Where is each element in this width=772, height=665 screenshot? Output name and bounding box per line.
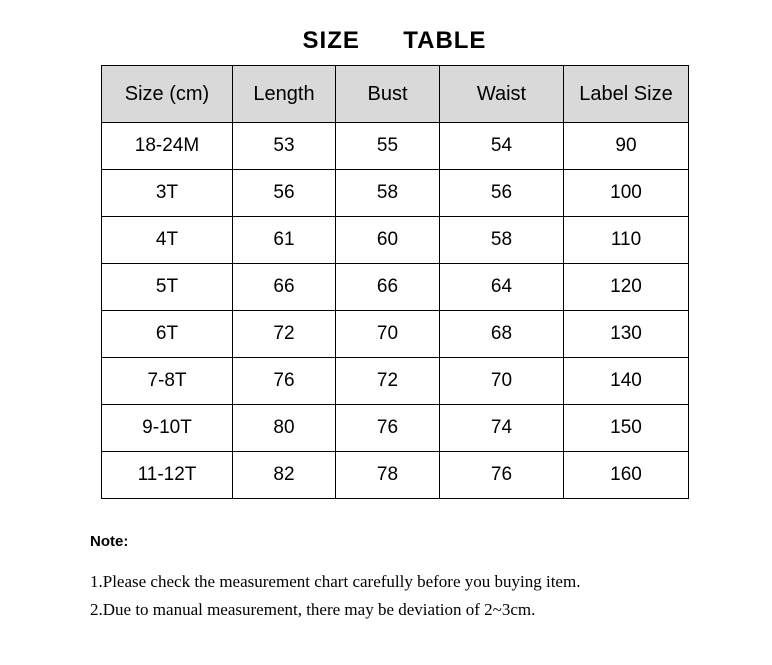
- cell-label-size: 100: [564, 170, 689, 217]
- cell-bust: 70: [336, 311, 440, 358]
- cell-bust: 66: [336, 264, 440, 311]
- cell-length: 53: [233, 123, 336, 170]
- cell-waist: 68: [440, 311, 564, 358]
- table-row: [102, 358, 689, 405]
- cell-label-size: 110: [564, 217, 689, 264]
- cell-size: 3T: [102, 170, 233, 217]
- cell-size: 5T: [102, 264, 233, 311]
- size-table: [101, 65, 689, 499]
- table-row: [102, 123, 689, 170]
- cell-length: 56: [233, 170, 336, 217]
- cell-bust: 60: [336, 217, 440, 264]
- cell-label-size: 150: [564, 405, 689, 452]
- cell-waist: 76: [440, 452, 564, 499]
- header-length: Length: [233, 66, 336, 123]
- table-row: [102, 311, 689, 358]
- table-row: [102, 264, 689, 311]
- cell-bust: 58: [336, 170, 440, 217]
- table-header-row: [102, 66, 689, 123]
- cell-bust: 72: [336, 358, 440, 405]
- cell-waist: 54: [440, 123, 564, 170]
- cell-label-size: 140: [564, 358, 689, 405]
- cell-size: 18-24M: [102, 123, 233, 170]
- table-row: [102, 170, 689, 217]
- note-line-2: 2.Due to manual measurement, there may be deviation of 2~3cm.: [90, 600, 536, 619]
- cell-length: 80: [233, 405, 336, 452]
- note-heading: Note:: [90, 533, 129, 550]
- cell-size: 7-8T: [102, 358, 233, 405]
- cell-size: 9-10T: [102, 405, 233, 452]
- cell-label-size: 160: [564, 452, 689, 499]
- header-size: Size (cm): [102, 66, 233, 123]
- cell-waist: 58: [440, 217, 564, 264]
- cell-bust: 78: [336, 452, 440, 499]
- cell-length: 72: [233, 311, 336, 358]
- table-row: [102, 452, 689, 499]
- note-line-1: 1.Please check the measurement chart carefully before you buying item.: [90, 572, 581, 591]
- cell-size: 6T: [102, 311, 233, 358]
- cell-bust: 76: [336, 405, 440, 452]
- table-row: [102, 217, 689, 264]
- cell-waist: 70: [440, 358, 564, 405]
- cell-size: 11-12T: [102, 452, 233, 499]
- cell-label-size: 130: [564, 311, 689, 358]
- cell-size: 4T: [102, 217, 233, 264]
- cell-label-size: 120: [564, 264, 689, 311]
- cell-length: 66: [233, 264, 336, 311]
- cell-length: 61: [233, 217, 336, 264]
- cell-label-size: 90: [564, 123, 689, 170]
- header-label-size: Label Size: [564, 66, 689, 123]
- cell-bust: 55: [336, 123, 440, 170]
- cell-waist: 74: [440, 405, 564, 452]
- cell-waist: 56: [440, 170, 564, 217]
- cell-length: 82: [233, 452, 336, 499]
- cell-waist: 64: [440, 264, 564, 311]
- table-row: [102, 405, 689, 452]
- cell-length: 76: [233, 358, 336, 405]
- header-bust: Bust: [336, 66, 440, 123]
- page-title: SIZE TABLE: [302, 27, 487, 54]
- header-waist: Waist: [440, 66, 564, 123]
